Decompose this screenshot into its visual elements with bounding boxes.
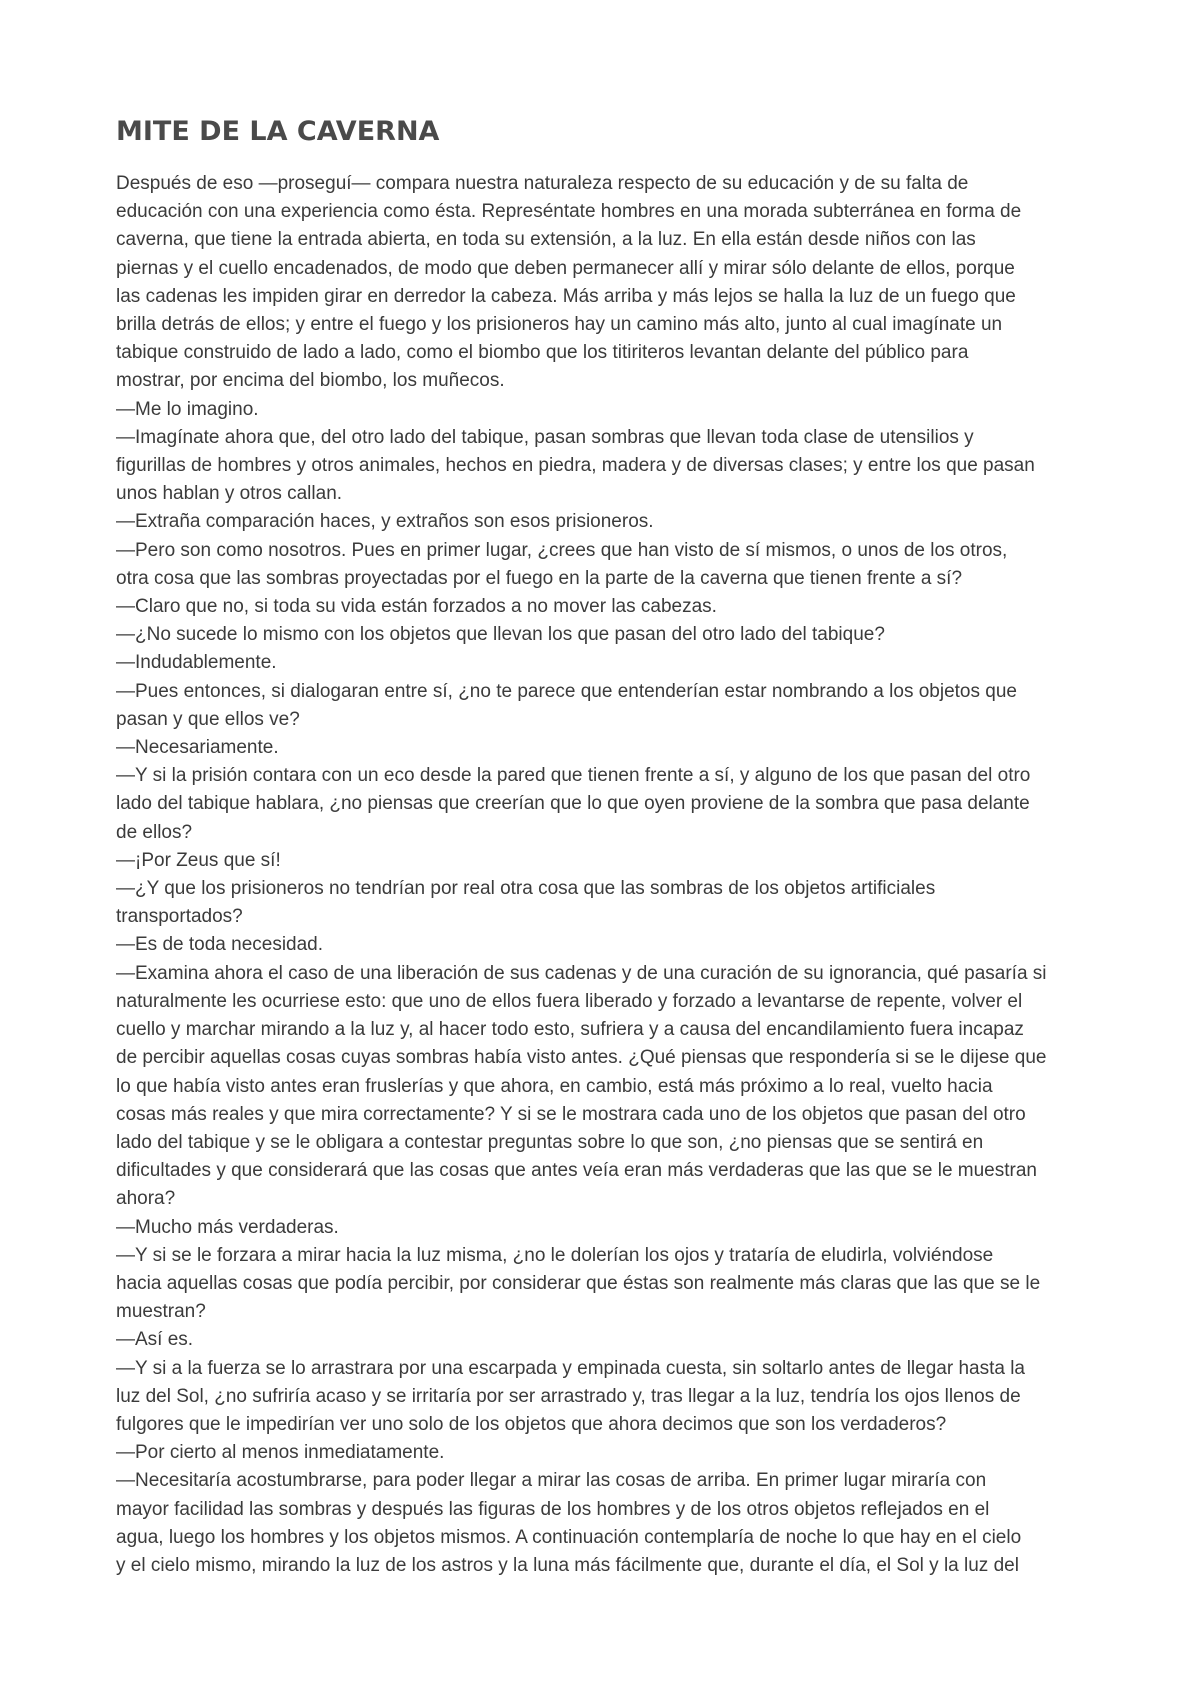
- text-line: —¿Y que los prisioneros no tendrían por real otra cosa que las sombras de los objetos artificiales: [116, 878, 936, 900]
- text-line: cosas más reales y que mira correctamente? Y si se le mostrara cada uno de los objetos que pasan del otro: [116, 1103, 1026, 1125]
- text-line: pasan y que ellos ve?: [116, 708, 300, 730]
- text-line: lo que había visto antes eran fruslerías y que ahora, en cambio, está más próximo a lo real, vuelto hacia: [116, 1075, 993, 1097]
- text-line: lado del tabique y se le obligara a contestar preguntas sobre lo que son, ¿no piensas que se sentirá en: [116, 1131, 984, 1153]
- text-line: Después de eso —proseguí— compara nuestra naturaleza respecto de su educación y de su falta de: [116, 173, 969, 194]
- text-line: —Me lo imagino.: [116, 398, 259, 420]
- text-line: ahora?: [116, 1188, 176, 1210]
- text-line: —¡Por Zeus que sí!: [116, 849, 281, 871]
- text-line: —Así es.: [116, 1329, 194, 1351]
- text-line: hacia aquellas cosas que podía percibir, por considerar que éstas son realmente más claras que las que se le: [116, 1272, 1041, 1294]
- text-line: de ellos?: [116, 821, 193, 843]
- text-line: cuello y marchar mirando a la luz y, al hacer todo esto, sufriera y a causa del encandilamiento fuera incapaz: [116, 1019, 1024, 1041]
- text-line: —Necesitaría acostumbrarse, para poder llegar a mirar las cosas de arriba. En primer lugar miraría con: [116, 1470, 987, 1492]
- text-line: —Imagínate ahora que, del otro lado del tabique, pasan sombras que llevan toda clase de utensilios y: [116, 426, 974, 448]
- text-line: —Y si se le forzara a mirar hacia la luz misma, ¿no le dolerían los ojos y trataría de eludirla, volviéndose: [116, 1244, 994, 1266]
- document-title: MITE DE LA CAVERNA: [116, 116, 440, 147]
- document-body: [116, 170, 1096, 1580]
- text-line: de percibir aquellas cosas cuyas sombras había visto antes. ¿Qué piensas que respondería si se le dijese que: [116, 1047, 1047, 1069]
- text-line: —Es de toda necesidad.: [116, 934, 324, 956]
- text-line: fulgores que le impedirían ver uno solo de los objetos que ahora decimos que son los verdaderos?: [116, 1413, 947, 1435]
- text-line: —Extraña comparación haces, y extraños son esos prisioneros.: [116, 511, 654, 533]
- text-line: —Indudablemente.: [116, 652, 277, 674]
- text-line: —Mucho más verdaderas.: [116, 1216, 339, 1238]
- text-line: las cadenas les impiden girar en derredor la cabeza. Más arriba y más lejos se halla la luz de un fuego que: [116, 285, 1016, 307]
- text-line: lado del tabique hablara, ¿no piensas que creerían que lo que oyen proviene de la sombra que pasa delante: [116, 793, 1030, 815]
- text-line: mostrar, por encima del biombo, los muñecos.: [116, 370, 505, 392]
- text-line: y el cielo mismo, mirando la luz de los astros y la luna más fácilmente que, durante el día, el Sol y la luz del: [116, 1554, 1019, 1576]
- text-line: unos hablan y otros callan.: [116, 483, 343, 505]
- text-line: —Necesariamente.: [116, 737, 279, 759]
- text-line: —Pues entonces, si dialogaran entre sí, ¿no te parece que entenderían estar nombrando a los objetos que: [116, 680, 1017, 702]
- text-line: piernas y el cuello encadenados, de modo que deben permanecer allí y mirar sólo delante de ellos, porque: [116, 257, 1015, 279]
- text-line: —Por cierto al menos inmediatamente.: [116, 1442, 445, 1464]
- text-line: educación con una experiencia como ésta. Represéntate hombres en una morada subterránea en forma de: [116, 201, 1022, 223]
- text-line: agua, luego los hombres y los objetos mismos. A continuación contemplaría de noche lo que hay en el cielo: [116, 1526, 1022, 1548]
- text-line: caverna, que tiene la entrada abierta, en toda su extensión, a la luz. En ella están desde niños con las: [116, 229, 976, 251]
- text-line: —Pero son como nosotros. Pues en primer lugar, ¿crees que han visto de sí mismos, o unos de los otros,: [116, 539, 1008, 561]
- text-line: —Claro que no, si toda su vida están forzados a no mover las cabezas.: [116, 596, 717, 618]
- text-line: —¿No sucede lo mismo con los objetos que llevan los que pasan del otro lado del tabique?: [116, 624, 885, 646]
- text-line: transportados?: [116, 906, 243, 928]
- text-line: —Y si a la fuerza se lo arrastrara por una escarpada y empinada cuesta, sin soltarlo antes de llegar hasta la: [116, 1357, 1025, 1379]
- text-line: muestran?: [116, 1301, 206, 1323]
- text-line: naturalmente les ocurriese esto: que uno de ellos fuera liberado y forzado a levantarse de repente, volver el: [116, 990, 1023, 1012]
- text-line: luz del Sol, ¿no sufriría acaso y se irritaría por ser arrastrado y, tras llegar a la luz, tendría los ojos llenos de: [116, 1385, 1021, 1407]
- text-line: —Examina ahora el caso de una liberación de sus cadenas y de una curación de su ignorancia, qué pasaría si: [116, 962, 1047, 984]
- text-line: figurillas de hombres y otros animales, hechos en piedra, madera y de diversas clases; y entre los que pasan: [116, 455, 1035, 477]
- text-line: otra cosa que las sombras proyectadas por el fuego en la parte de la caverna que tienen frente a sí?: [116, 567, 963, 589]
- text-line: dificultades y que considerará que las cosas que antes veía eran más verdaderas que las que se le muestran: [116, 1160, 1037, 1182]
- text-line: brilla detrás de ellos; y entre el fuego y los prisioneros hay un camino más alto, junto al cual imagínate un: [116, 314, 1003, 336]
- text-line: —Y si la prisión contara con un eco desde la pared que tienen frente a sí, y alguno de los que pasan del otro: [116, 765, 1031, 787]
- text-line: tabique construido de lado a lado, como el biombo que los titiriteros levantan delante del público para: [116, 342, 969, 364]
- text-line: mayor facilidad las sombras y después las figuras de los hombres y de los otros objetos reflejados en el: [116, 1498, 990, 1520]
